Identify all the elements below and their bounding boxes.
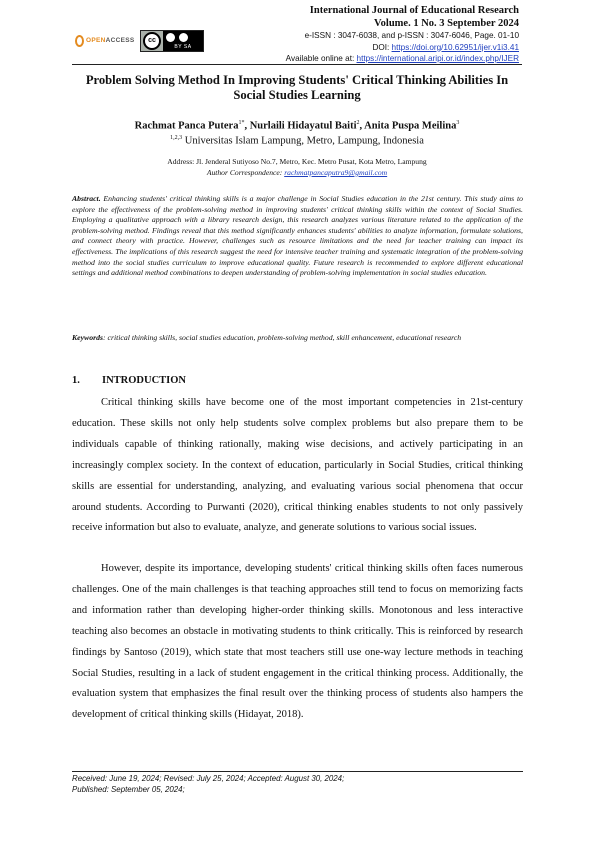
- doi-link[interactable]: https://doi.org/10.62951/ijer.v1i3.41: [391, 42, 519, 52]
- open-access-lock-icon: [75, 35, 84, 47]
- body-paragraph: However, despite its importance, developing students' critical thinking skills often faces numerous challenges. One of the main challenges is that teaching approaches still tend to focus on memorizing facts and information rather than developing higher-order thinking skills. Monotonous and less interactive teaching also becomes an obstacle in motivating students to think critically. This is reinforced by research findings by Santoso (2019), which state that most teachers still use one-way lecture methods in teaching Social Studies, resulting in a lack of student engagement in the critical thinking process. Additionally, the evaluation system that emphasizes the final result over the thinking process of students also hampers the development of critical thinking skills (Hidayat, 2018).: [72, 563, 523, 721]
- publication-dates: [72, 773, 523, 795]
- journal-name: International Journal of Educational Research: [309, 5, 519, 16]
- cc-license-label: BY SA: [163, 44, 203, 51]
- author-list: Rachmat Panca Putera$^{1*}$, Nurlaili Hidayatul Baiti$^2$, Anita Puspa Meilina$^3$: [134, 120, 460, 132]
- abstract-text: Enhancing students' critical thinking skills is a major challenge in Social Studies education in the 21st century. This study aims to explore the effectiveness of the problem-solving method in improving students' critical thinking skills within the context of Social Studies. Employing a qualitative approach with a library research design, this research analyzes various literature related to the application of the problem-solving method. Findings reveal that this method significantly enhances students' abilities to analyze information, formulate solutions, and connect theory with practice. However, challenges such as resource limitations and the need for teacher training can impact its effectiveness. The implications of this research suggest the need for intensive teacher training and systematic integration of the problem-solving method into the social studies curriculum to improve educational quality. Future research is recommended to explore different educational settings and additional method combinations to deepen understanding of problem-solving implementation in social studies education.: [72, 194, 523, 278]
- journal-volume: Volume. 1 No. 3 September 2024: [374, 18, 519, 29]
- author-name: Rachmat Panca Putera: [134, 120, 239, 132]
- available-online-line: Available online at: https://international.aripi.or.id/index.php/IJER: [285, 54, 519, 63]
- doi-line: DOI: https://doi.org/10.62951/ijer.v1i3.41: [372, 42, 519, 52]
- keywords: [72, 332, 523, 343]
- body-paragraph: Critical thinking skills have become one of the most important competencies in 21st-century education. These skills not only help students solve complex problems but also prepare them to be individuals capable of thinking rationally, making wise decisions, and actively participating in an increasingly complex society. In the context of education, particularly in Social Studies, critical thinking skills are essential for understanding, analyzing, and evaluating various social phenomena that occur around students. According to Purwanti (2020), critical thinking enables students to not only passively receive information but also to evaluate, analyze, and generate solutions to various social issues.: [72, 397, 523, 534]
- author-correspondence: Author Correspondence: rachmatpancaputra9@gmail.com: [206, 168, 388, 177]
- section-number: 1.: [72, 375, 80, 386]
- correspondence-email-link[interactable]: rachmatpancaputra9@gmail.com: [284, 168, 388, 177]
- author-address: Address: Jl. Jenderal Sutiyoso No.7, Metro, Kec. Metro Pusat, Kota Metro, Lampung: [167, 157, 427, 166]
- open-access-text: OPENACCESS: [86, 37, 135, 44]
- published-line: Published: September 05, 2024;: [72, 785, 185, 794]
- attribution-icon: [166, 33, 175, 42]
- issn-line: e-ISSN : 3047-6038, and p-ISSN : 3047-6046, Page. 01-10: [304, 31, 519, 40]
- section-title: INTRODUCTION: [102, 375, 187, 386]
- keywords-text: : critical thinking skills, social studies education, problem-solving method, skill enhancement, educational research: [103, 333, 462, 342]
- affiliation: $^{1,2,3}$ Universitas Islam Lampung, Metro, Lampung, Indonesia: [170, 135, 424, 147]
- keywords-label: Keywords: [72, 333, 103, 342]
- paper-title: Problem Solving Method In Improving Students' Critical Thinking Abilities In Social Studies Learning: [85, 73, 509, 102]
- header-divider: [72, 64, 522, 65]
- footer-divider: [72, 771, 523, 772]
- abstract-label: Abstract.: [72, 194, 101, 203]
- journal-website-link[interactable]: https://international.aripi.or.id/index.php/IJER: [356, 54, 519, 63]
- abstract: [72, 194, 523, 279]
- journal-header: [199, 4, 519, 65]
- author-name: Anita Puspa Meilina: [364, 120, 457, 132]
- share-alike-icon: [179, 33, 188, 42]
- received-revised-accepted-line: Received: June 19, 2024; Revised: July 25, 2024; Accepted: August 30, 2024;: [72, 774, 345, 783]
- creative-commons-license-badge[interactable]: [140, 30, 204, 52]
- open-access-logo: [75, 35, 135, 49]
- section-heading: [72, 374, 523, 388]
- cc-by-sa-icons: [163, 31, 203, 44]
- cc-icon: cc: [143, 32, 161, 50]
- author-name: Nurlaili Hidayatul Baiti: [249, 120, 357, 132]
